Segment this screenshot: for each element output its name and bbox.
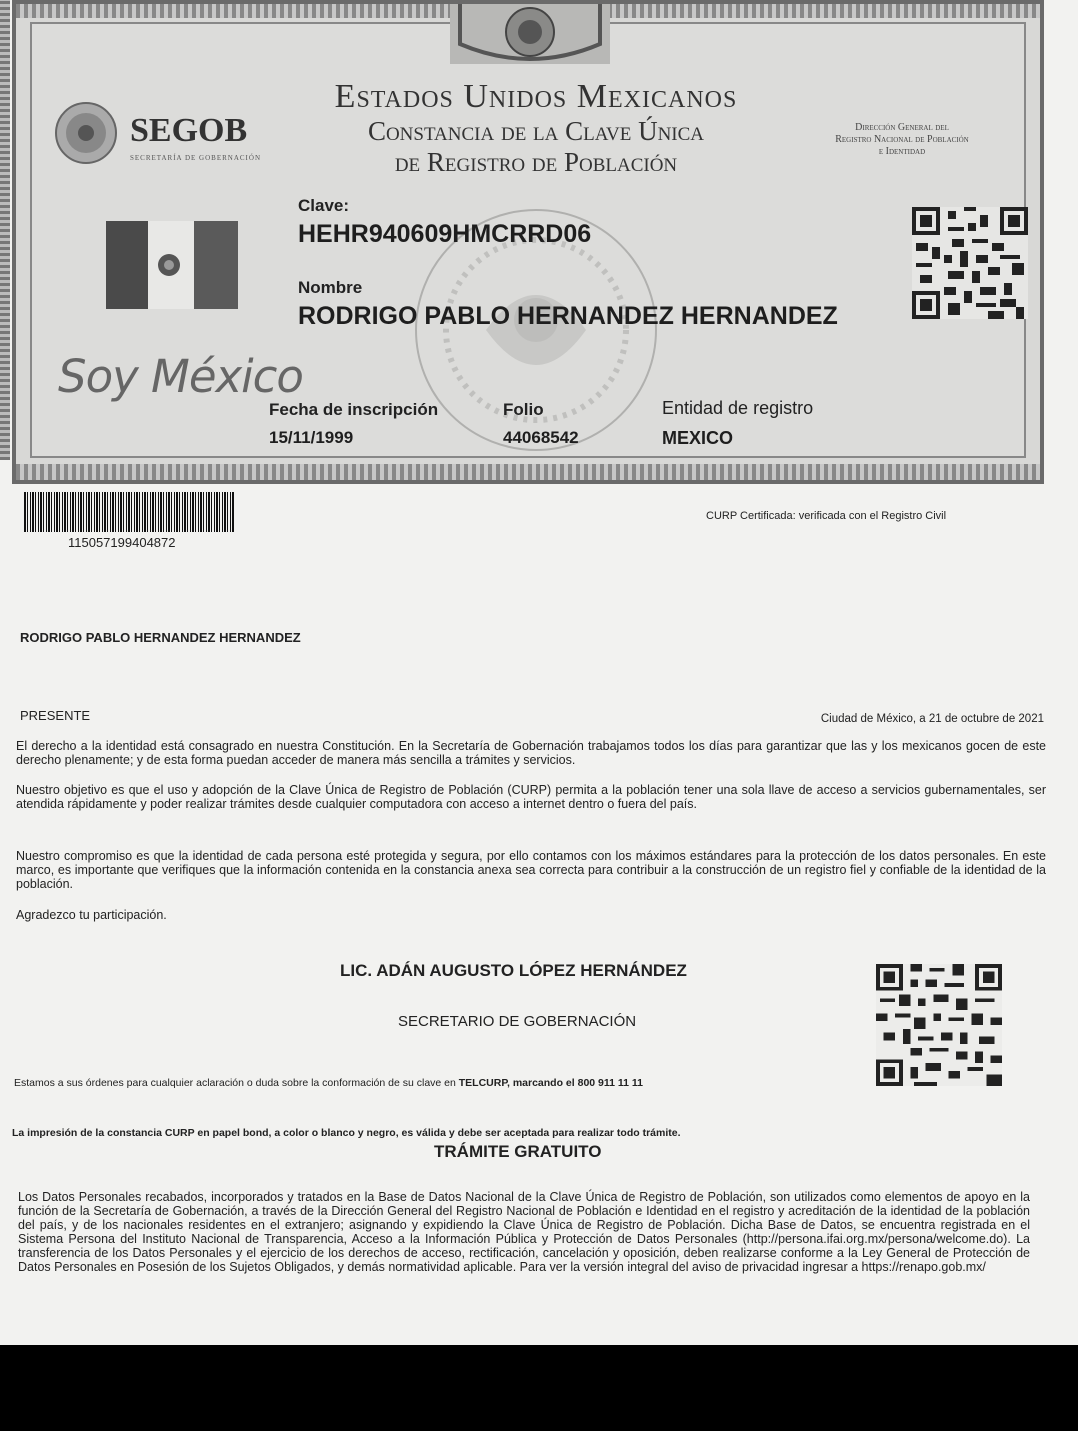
nombre-label: Nombre — [298, 278, 363, 297]
slogan-text: Soy México — [58, 350, 303, 403]
letter-paragraph-1: El derecho a la identidad está consagrado en nuestra Constitución. En la Secretaría de Gobernación trabajamos todos los días para garantizar que las y los mexicanos gocen de este derecho plenamente; y de esta forma puedan acceder de manera más sencilla a trámites y servicios. — [16, 739, 1046, 767]
thanks-text: Agradezco tu participación. — [16, 908, 167, 922]
fecha-inscripcion-value: 15/11/1999 — [269, 428, 354, 447]
letter-paragraph-3: Nuestro compromiso es que la identidad de cada persona esté protegida y segura, por ello contamos con los máximos estándares para la protección de los datos personales. En este marco, es importante que verifiques que la información contenida en la constancia anexa sea correcta para contribuir a la construcción de un registro fiel y confiable de la identidad de la población. — [16, 849, 1046, 891]
contact-note-text: Estamos a sus órdenes para cualquier aclaración o duda sobre la conformación de su clave en — [14, 1077, 459, 1089]
clave-label: Clave: — [298, 196, 350, 215]
fecha-inscripcion-label: Fecha de inscripción — [269, 400, 439, 419]
barcode-number: 115057199404872 — [68, 535, 176, 550]
folio-label: Folio — [503, 400, 544, 419]
presente-label: PRESENTE — [20, 708, 91, 723]
registry-office-line3: e Identidad — [878, 146, 926, 157]
print-validity-note: La impresión de la constancia CURP en papel bond, a color o blanco y negro, es válida y debe ser aceptada para realizar todo trámite. — [12, 1127, 681, 1139]
free-procedure-title: TRÁMITE GRATUITO — [434, 1142, 602, 1161]
agency-subtitle: SECRETARÍA DE GOBERNACIÓN — [130, 154, 261, 162]
card-border-bottom — [16, 464, 1040, 480]
signer-title: SECRETARIO DE GOBERNACIÓN — [398, 1013, 637, 1030]
privacy-notice: Los Datos Personales recabados, incorporados y tratados en la Base de Datos Nacional de la Clave Única de Registro de Población, son utilizados como elementos de apoyo en la función de la Secretaría de Gobernación, a través de la Dirección General del Registro Nacional de Población e Identidad en el registro y acreditación de la identidad de la población del país, y de los nacionales residentes en el extranjero; asignando y expidiendo la Clave Única de Registro de Población. Dicha Base de Datos, se encuentra registrada en el Sistema Persona del Instituto Nacional de Transparencia, Acceso a la Información Pública y Protección de Datos Personales (http://persona.ifai.org.mx/persona/welcome.do). La transferencia de los Datos Personales y el ejercicio de los derechos de acceso, rectificación, cancelación y oposición, deben realizarse conforme a la Ley General de Protección de Datos Personales en Posesión de los Sujetos Obligados, y demás normatividad aplicable. Para ver la versión integral del aviso de privacidad ingresar a https://renapo.gob.mx/ — [18, 1190, 1030, 1274]
place-date: Ciudad de México, a 21 de octubre de 2021 — [820, 713, 1044, 725]
contact-phone: TELCURP, marcando el 800 911 11 11 — [458, 1077, 644, 1089]
coat-of-arms-icon — [430, 4, 630, 68]
entidad-registro-value: MEXICO — [662, 428, 734, 448]
folio-value: 44068542 — [503, 428, 579, 447]
clave-value: HEHR940609HMCRRD06 — [298, 220, 592, 248]
registry-office-line2: Registro Nacional de Población — [835, 134, 969, 145]
segob-seal-icon — [54, 101, 118, 165]
barcode-icon — [24, 492, 234, 532]
qr-code-icon — [876, 964, 1002, 1086]
country-title: Estados Unidos Mexicanos — [334, 78, 738, 115]
signer-name: LIC. ADÁN AUGUSTO LÓPEZ HERNÁNDEZ — [340, 961, 687, 980]
qr-code-icon — [912, 207, 1028, 319]
left-edge-pattern — [0, 0, 10, 460]
addressee-name: RODRIGO PABLO HERNANDEZ HERNANDEZ — [20, 630, 301, 645]
curp-card — [12, 0, 1044, 484]
flag-icon — [106, 221, 238, 311]
document-title-line2: de Registro de Población — [394, 147, 678, 177]
entidad-registro-label: Entidad de registro — [662, 398, 814, 418]
contact-note — [14, 1077, 643, 1089]
letter-paragraph-2: Nuestro objetivo es que el uso y adopción de la Clave Única de Registro de Población (CURP) permita a la población tener una sola llave de acceso a servicios gubernamentales, ser atendida rápidamente y poder realizar trámites desde cualquier computadora con acceso a internet dentro o fuera del país. — [16, 783, 1046, 811]
agency-short-name: SEGOB — [130, 112, 248, 149]
nombre-value: RODRIGO PABLO HERNANDEZ HERNANDEZ — [298, 302, 838, 330]
certified-note: CURP Certificada: verificada con el Registro Civil — [706, 510, 947, 522]
document-title-line1: Constancia de la Clave Única — [367, 116, 705, 146]
registry-office-name — [792, 122, 1012, 158]
registry-office-line1: Dirección General del — [855, 122, 949, 133]
